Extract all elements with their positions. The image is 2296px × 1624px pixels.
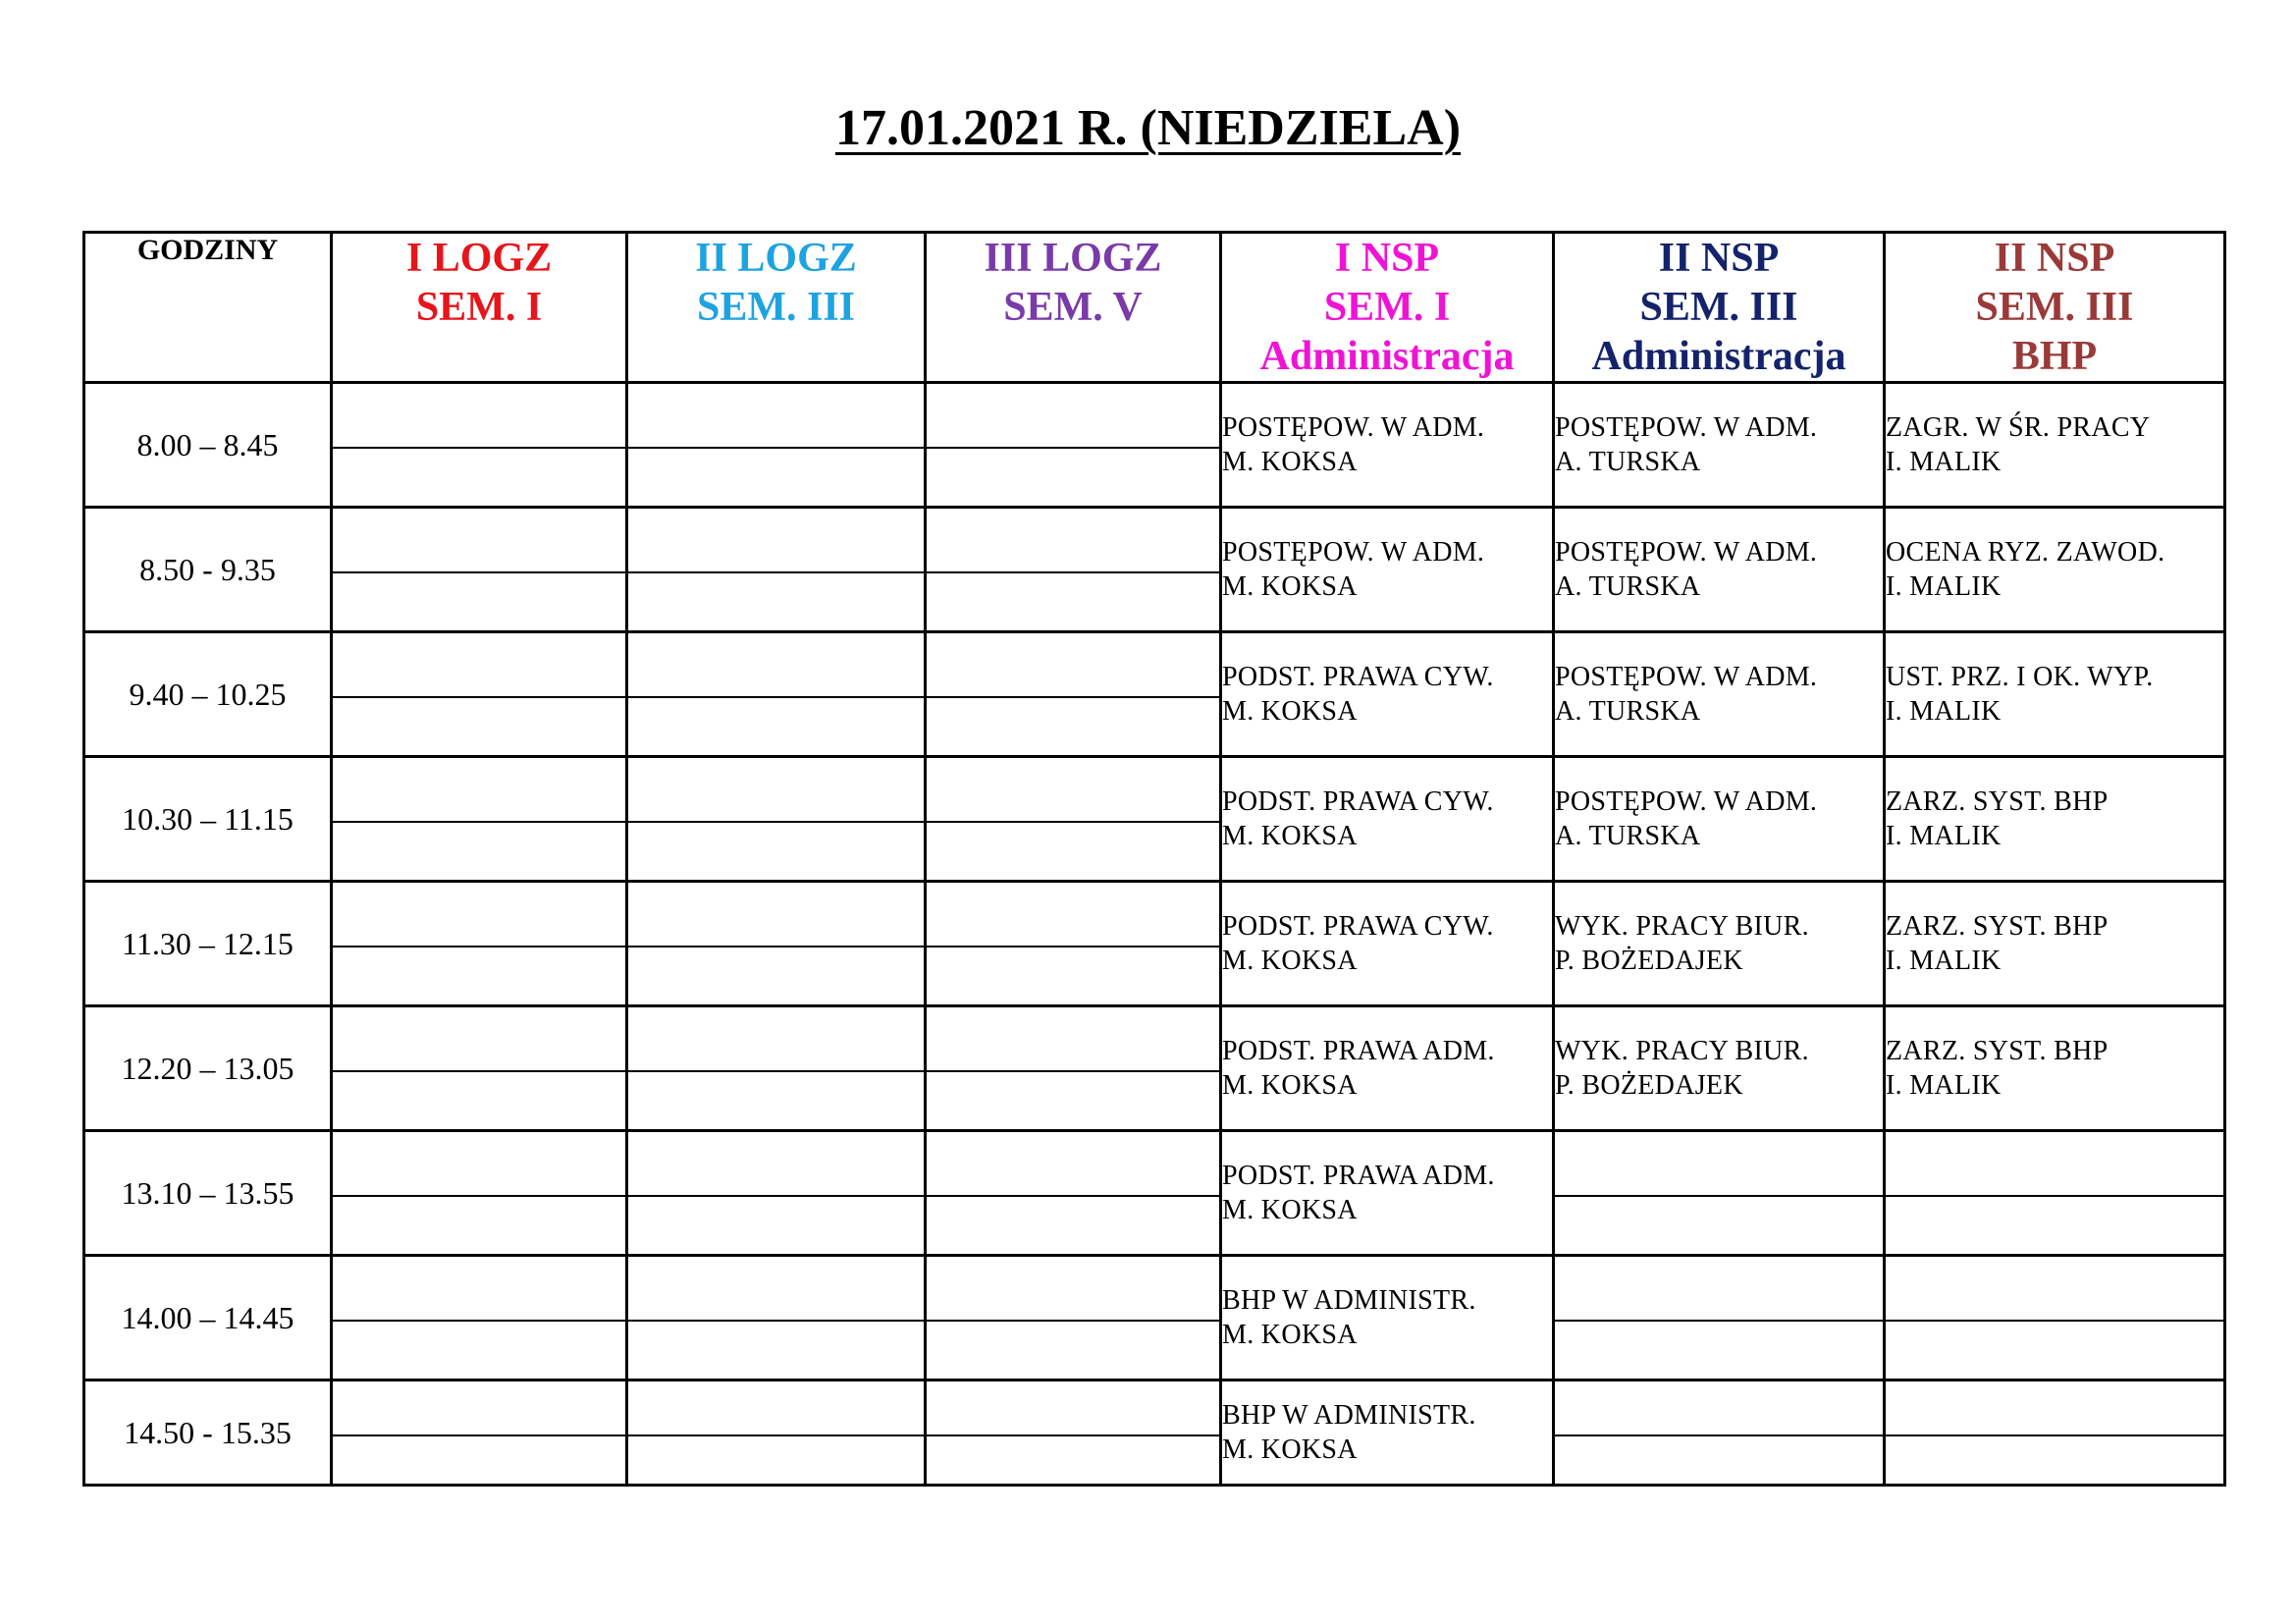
empty-cell xyxy=(332,632,627,757)
schedule-table xyxy=(82,231,2226,1487)
class-cell xyxy=(1885,383,2225,508)
empty-dash-line xyxy=(333,1070,625,1072)
empty-dash-line xyxy=(333,571,625,573)
empty-cell xyxy=(627,383,926,508)
empty-dash-line xyxy=(927,447,1219,449)
empty-cell xyxy=(332,383,627,508)
hour-cell: 14.00 – 14.45 xyxy=(84,1256,332,1380)
empty-dash-line xyxy=(927,1070,1219,1072)
table-row xyxy=(84,757,2225,882)
empty-cell xyxy=(1885,1131,2225,1256)
hour-cell: 13.10 – 13.55 xyxy=(84,1131,332,1256)
empty-dash-line xyxy=(1555,1320,1883,1322)
teacher-label: M. KOKSA xyxy=(1222,821,1358,851)
class-cell xyxy=(1554,1006,1885,1131)
empty-dash-line xyxy=(927,571,1219,573)
teacher-label: I. MALIK xyxy=(1886,946,2002,976)
table-row xyxy=(84,1006,2225,1131)
class-cell xyxy=(1221,757,1554,882)
empty-dash-line xyxy=(1555,1435,1883,1436)
subject-label: PODST. PRAWA CYW. xyxy=(1222,911,1494,942)
empty-cell xyxy=(332,508,627,632)
group-header-line: SEM. III xyxy=(696,285,856,330)
empty-cell xyxy=(627,1256,926,1380)
class-cell xyxy=(1885,1006,2225,1131)
empty-cell xyxy=(332,1131,627,1256)
teacher-label: A. TURSKA xyxy=(1555,821,1701,851)
empty-cell xyxy=(926,1256,1221,1380)
hour-cell: 8.00 – 8.45 xyxy=(84,383,332,508)
empty-dash-line xyxy=(927,1435,1219,1436)
class-cell xyxy=(1885,757,2225,882)
empty-dash-line xyxy=(927,696,1219,698)
empty-dash-line xyxy=(1886,1320,2223,1322)
empty-cell xyxy=(627,1006,926,1131)
subject-label: POSTĘPOW. W ADM. xyxy=(1555,412,1818,443)
subject-label: ZAGR. W ŚR. PRACY xyxy=(1886,412,2151,443)
teacher-label: A. TURSKA xyxy=(1555,571,1701,602)
empty-cell xyxy=(926,882,1221,1006)
empty-dash-line xyxy=(628,821,924,823)
empty-dash-line xyxy=(628,946,924,947)
empty-dash-line xyxy=(333,1320,625,1322)
subject-label: BHP W ADMINISTR. xyxy=(1222,1285,1476,1316)
group-header-line: Administracja xyxy=(1591,334,1846,379)
empty-dash-line xyxy=(1555,1195,1883,1197)
subject-label: ZARZ. SYST. BHP xyxy=(1886,786,2109,817)
group-header-line: SEM. I xyxy=(1323,285,1451,330)
teacher-label: I. MALIK xyxy=(1886,821,2002,851)
empty-cell xyxy=(926,383,1221,508)
empty-dash-line xyxy=(628,447,924,449)
table-row xyxy=(84,1256,2225,1380)
group-header-line: BHP xyxy=(2011,334,2098,379)
empty-cell xyxy=(332,1006,627,1131)
table-row xyxy=(84,882,2225,1006)
empty-dash-line xyxy=(333,447,625,449)
group-header-2 xyxy=(627,233,926,383)
class-cell xyxy=(1221,1006,1554,1131)
empty-dash-line xyxy=(628,1320,924,1322)
empty-cell xyxy=(627,1380,926,1486)
class-cell xyxy=(1885,508,2225,632)
teacher-label: M. KOKSA xyxy=(1222,447,1358,477)
group-header-line: II LOGZ xyxy=(695,236,857,281)
empty-dash-line xyxy=(628,1070,924,1072)
empty-cell xyxy=(627,757,926,882)
empty-cell xyxy=(1554,1256,1885,1380)
empty-cell xyxy=(926,1131,1221,1256)
empty-dash-line xyxy=(333,821,625,823)
group-header-line: II NSP xyxy=(1658,236,1780,281)
group-header-6 xyxy=(1885,233,2225,383)
group-header-line: Administracja xyxy=(1259,334,1515,379)
group-header-line: SEM. III xyxy=(1639,285,1798,330)
teacher-label: M. KOKSA xyxy=(1222,946,1358,976)
subject-label: PODST. PRAWA ADM. xyxy=(1222,1036,1495,1066)
subject-label: WYK. PRACY BIUR. xyxy=(1555,1036,1809,1066)
empty-dash-line xyxy=(927,1195,1219,1197)
empty-cell xyxy=(926,1006,1221,1131)
empty-cell xyxy=(1554,1131,1885,1256)
hour-cell: 10.30 – 11.15 xyxy=(84,757,332,882)
subject-label: POSTĘPOW. W ADM. xyxy=(1222,537,1485,568)
subject-label: PODST. PRAWA CYW. xyxy=(1222,786,1494,817)
empty-cell xyxy=(627,508,926,632)
empty-dash-line xyxy=(1886,1435,2223,1436)
subject-label: BHP W ADMINISTR. xyxy=(1222,1400,1476,1431)
class-cell xyxy=(1885,882,2225,1006)
teacher-label: I. MALIK xyxy=(1886,447,2002,477)
empty-dash-line xyxy=(333,1195,625,1197)
teacher-label: M. KOKSA xyxy=(1222,1435,1358,1465)
hour-cell: 9.40 – 10.25 xyxy=(84,632,332,757)
hour-cell: 11.30 – 12.15 xyxy=(84,882,332,1006)
class-cell xyxy=(1221,882,1554,1006)
empty-dash-line xyxy=(927,946,1219,947)
empty-dash-line xyxy=(333,696,625,698)
empty-cell xyxy=(1885,1256,2225,1380)
subject-label: POSTĘPOW. W ADM. xyxy=(1555,786,1818,817)
group-header-line: SEM. III xyxy=(1975,285,2134,330)
group-header-5 xyxy=(1554,233,1885,383)
subject-label: ZARZ. SYST. BHP xyxy=(1886,911,2109,942)
teacher-label: I. MALIK xyxy=(1886,1070,2002,1101)
teacher-label: M. KOKSA xyxy=(1222,571,1358,602)
page-title-text: 17.01.2021 R. (NIEDZIELA) xyxy=(834,100,1462,156)
teacher-label: M. KOKSA xyxy=(1222,696,1358,727)
class-cell xyxy=(1221,383,1554,508)
group-header-line: I LOGZ xyxy=(405,236,553,281)
subject-label: PODST. PRAWA ADM. xyxy=(1222,1161,1495,1191)
teacher-label: M. KOKSA xyxy=(1222,1195,1358,1225)
class-cell xyxy=(1221,1380,1554,1486)
group-header-line: III LOGZ xyxy=(984,236,1162,281)
empty-cell xyxy=(926,508,1221,632)
hour-cell: 8.50 - 9.35 xyxy=(84,508,332,632)
subject-label: POSTĘPOW. W ADM. xyxy=(1555,537,1818,568)
header-row xyxy=(84,233,2225,383)
empty-cell xyxy=(332,1380,627,1486)
empty-dash-line xyxy=(628,696,924,698)
empty-cell xyxy=(926,757,1221,882)
subject-label: ZARZ. SYST. BHP xyxy=(1886,1036,2109,1066)
class-cell xyxy=(1554,632,1885,757)
hours-column-header: GODZINY xyxy=(84,233,332,383)
table-row xyxy=(84,383,2225,508)
empty-dash-line xyxy=(628,571,924,573)
class-cell xyxy=(1554,882,1885,1006)
table-row xyxy=(84,1380,2225,1486)
subject-label: UST. PRZ. I OK. WYP. xyxy=(1886,662,2154,692)
class-cell xyxy=(1221,632,1554,757)
teacher-label: P. BOŻEDAJEK xyxy=(1555,946,1743,976)
empty-cell xyxy=(926,1380,1221,1486)
subject-label: POSTĘPOW. W ADM. xyxy=(1555,662,1818,692)
class-cell xyxy=(1554,508,1885,632)
group-header-3 xyxy=(926,233,1221,383)
empty-cell xyxy=(332,757,627,882)
empty-dash-line xyxy=(333,946,625,947)
group-header-line: II NSP xyxy=(1994,236,2115,281)
empty-cell xyxy=(332,882,627,1006)
group-header-line: SEM. I xyxy=(415,285,543,330)
teacher-label: M. KOKSA xyxy=(1222,1320,1358,1350)
teacher-label: M. KOKSA xyxy=(1222,1070,1358,1101)
class-cell xyxy=(1554,757,1885,882)
group-header-1 xyxy=(332,233,627,383)
group-header-4 xyxy=(1221,233,1554,383)
empty-cell xyxy=(926,632,1221,757)
class-cell xyxy=(1885,632,2225,757)
subject-label: POSTĘPOW. W ADM. xyxy=(1222,412,1485,443)
subject-label: PODST. PRAWA CYW. xyxy=(1222,662,1494,692)
schedule-body xyxy=(84,383,2225,1486)
teacher-label: A. TURSKA xyxy=(1555,696,1701,727)
empty-cell xyxy=(332,1256,627,1380)
group-header-line: I NSP xyxy=(1334,236,1440,281)
empty-dash-line xyxy=(927,1320,1219,1322)
empty-cell xyxy=(1554,1380,1885,1486)
empty-cell xyxy=(627,632,926,757)
empty-dash-line xyxy=(333,1435,625,1436)
subject-label: WYK. PRACY BIUR. xyxy=(1555,911,1809,942)
teacher-label: P. BOŻEDAJEK xyxy=(1555,1070,1743,1101)
empty-dash-line xyxy=(1886,1195,2223,1197)
class-cell xyxy=(1221,1256,1554,1380)
group-header-line: SEM. V xyxy=(1003,285,1143,330)
table-row xyxy=(84,632,2225,757)
empty-dash-line xyxy=(628,1195,924,1197)
class-cell xyxy=(1554,383,1885,508)
subject-label: OCENA RYZ. ZAWOD. xyxy=(1886,537,2165,568)
class-cell xyxy=(1221,508,1554,632)
teacher-label: I. MALIK xyxy=(1886,571,2002,602)
teacher-label: I. MALIK xyxy=(1886,696,2002,727)
empty-cell xyxy=(627,882,926,1006)
table-row xyxy=(84,1131,2225,1256)
hour-cell: 12.20 – 13.05 xyxy=(84,1006,332,1131)
class-cell xyxy=(1221,1131,1554,1256)
page-title xyxy=(0,98,2296,159)
empty-dash-line xyxy=(927,821,1219,823)
empty-dash-line xyxy=(628,1435,924,1436)
table-row xyxy=(84,508,2225,632)
teacher-label: A. TURSKA xyxy=(1555,447,1701,477)
empty-cell xyxy=(627,1131,926,1256)
empty-cell xyxy=(1885,1380,2225,1486)
hour-cell: 14.50 - 15.35 xyxy=(84,1380,332,1486)
